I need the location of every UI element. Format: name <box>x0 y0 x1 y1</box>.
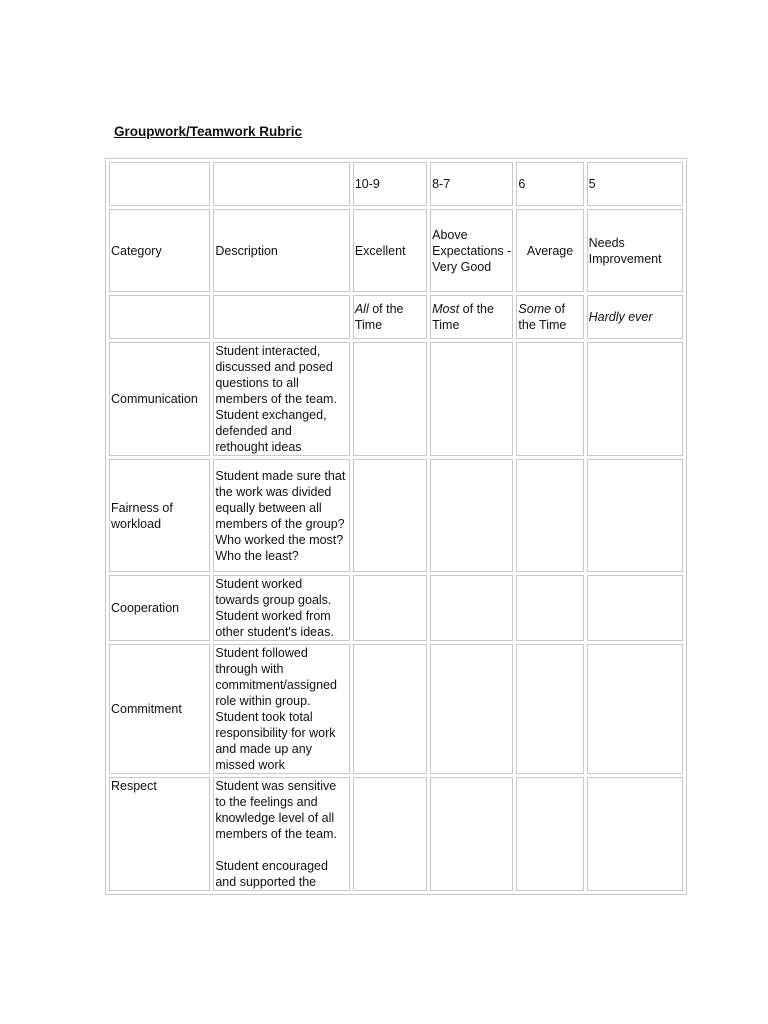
description-header: Description <box>213 209 349 292</box>
frequency-emphasis: All <box>354 302 369 316</box>
frequency-emphasis: Most <box>432 302 460 316</box>
empty-cell <box>213 295 349 339</box>
score-cell <box>587 342 683 456</box>
score-cell <box>353 777 427 891</box>
score-cell <box>587 644 683 774</box>
description-cell: Student interacted, discussed and posed questions to all members of the team. Student exchanged, defended and rethought ideas <box>213 342 349 456</box>
category-cell: Fairness of workload <box>109 459 210 572</box>
score-cell <box>587 459 683 572</box>
score-row <box>109 162 683 206</box>
score-cell <box>353 459 427 572</box>
table-row <box>109 777 683 891</box>
description-text: Student encouraged and supported the <box>215 859 328 889</box>
level-above-expectations: Above Expectations - Very Good <box>430 209 513 292</box>
description-text: Student was sensitive to the feelings and knowledge level of all members of the team. <box>215 779 337 841</box>
score-average: 6 <box>516 162 583 206</box>
score-cell <box>516 342 583 456</box>
score-cell <box>516 644 583 774</box>
category-cell: Cooperation <box>109 575 210 641</box>
score-cell <box>353 644 427 774</box>
category-cell: Commitment <box>109 644 210 774</box>
empty-cell <box>109 162 210 206</box>
score-cell <box>430 644 513 774</box>
score-cell <box>516 575 583 641</box>
table-row <box>109 575 683 641</box>
frequency-text: of the Time <box>354 302 404 332</box>
score-cell <box>430 575 513 641</box>
table-row <box>109 644 683 774</box>
score-cell <box>353 342 427 456</box>
frequency-row <box>109 295 683 339</box>
level-excellent: Excellent <box>353 209 427 292</box>
description-cell <box>213 777 349 891</box>
category-cell: Communication <box>109 342 210 456</box>
score-cell <box>516 777 583 891</box>
score-cell <box>516 459 583 572</box>
frequency-text: of the Time <box>432 302 494 332</box>
frequency-above-expectations <box>430 295 513 339</box>
description-cell: Student made sure that the work was divided equally between all members of the group? Who worked the most? Who the least? <box>213 459 349 572</box>
rubric-title: Groupwork/Teamwork Rubric <box>114 124 303 139</box>
description-cell: Student followed through with commitment/assigned role within group. Student took total responsibility for work and made up any missed work <box>213 644 349 774</box>
frequency-emphasis: Some <box>518 302 552 316</box>
category-cell: Respect <box>109 777 210 891</box>
category-header: Category <box>109 209 210 292</box>
score-above-expectations: 8-7 <box>430 162 513 206</box>
score-cell <box>430 342 513 456</box>
rubric-table <box>105 158 687 895</box>
score-needs-improvement: 5 <box>587 162 683 206</box>
level-needs-improvement: Needs Improvement <box>587 209 683 292</box>
score-cell <box>587 575 683 641</box>
table-row <box>109 459 683 572</box>
frequency-text: of the Time <box>518 302 567 332</box>
score-excellent: 10-9 <box>353 162 427 206</box>
frequency-emphasis: Hardly ever <box>588 310 653 324</box>
score-cell <box>353 575 427 641</box>
frequency-needs-improvement <box>587 295 683 339</box>
score-cell <box>430 459 513 572</box>
score-cell <box>430 777 513 891</box>
empty-cell <box>109 295 210 339</box>
frequency-excellent <box>353 295 427 339</box>
header-row <box>109 209 683 292</box>
description-cell: Student worked towards group goals. Student worked from other student's ideas. <box>213 575 349 641</box>
frequency-average <box>516 295 583 339</box>
score-cell <box>587 777 683 891</box>
empty-cell <box>213 162 349 206</box>
table-row <box>109 342 683 456</box>
level-average: Average <box>516 209 583 292</box>
